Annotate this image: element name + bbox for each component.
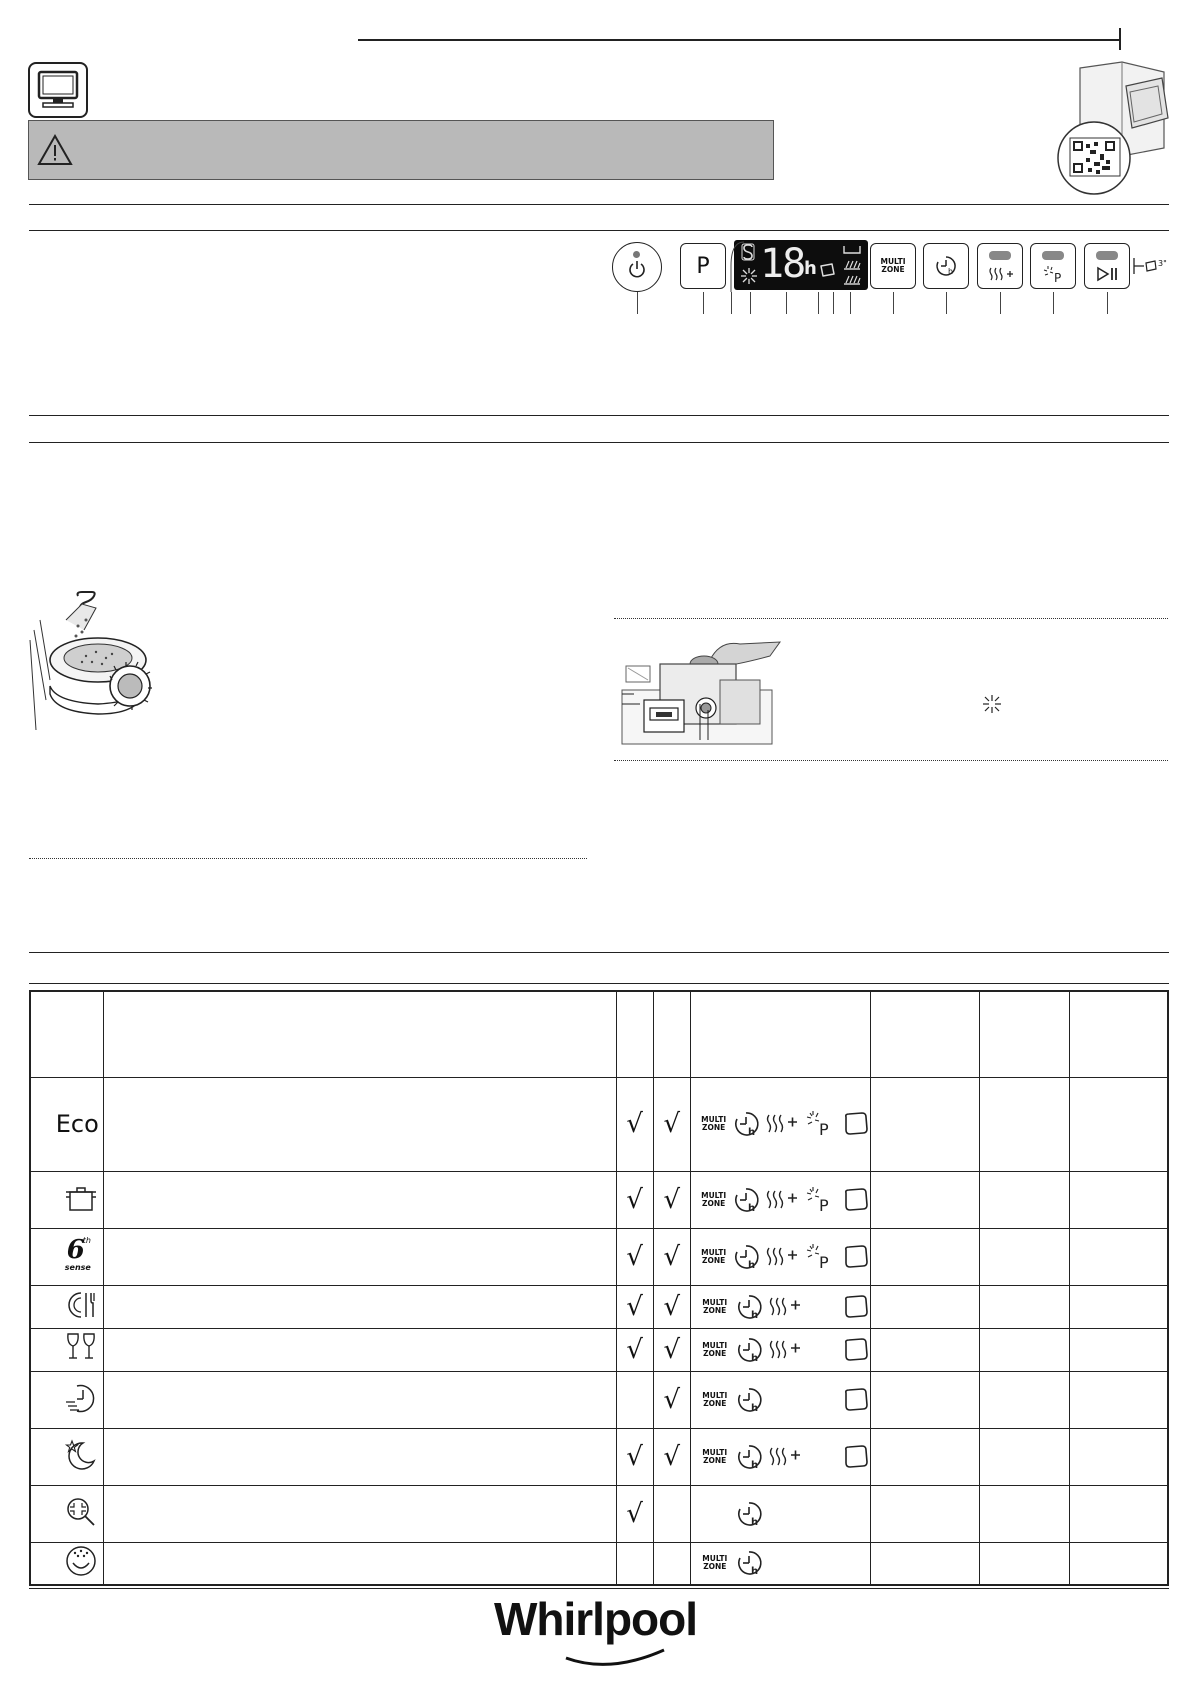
sixth-sense-superscript: th — [82, 1235, 91, 1245]
options-cell — [690, 1077, 871, 1171]
empty-option-slot — [808, 1386, 836, 1414]
warning-icon — [37, 133, 73, 167]
empty-option-slot — [769, 1386, 803, 1414]
footer-rule — [29, 1588, 1169, 1589]
check-cell — [653, 1285, 690, 1328]
sixth-sense-icon — [63, 1236, 97, 1274]
power-icon — [627, 259, 647, 279]
value-cell — [871, 1328, 979, 1371]
tablet-icon — [842, 1110, 870, 1138]
value-cell — [979, 1171, 1069, 1228]
checkmark: √ — [663, 1291, 681, 1322]
check-cell — [616, 1077, 653, 1171]
hold-tablet-icon — [1144, 260, 1158, 272]
dotted-divider — [614, 618, 1168, 619]
options-cell — [690, 1171, 871, 1228]
reference-tick — [833, 292, 834, 314]
programs-table — [29, 990, 1169, 1586]
tablet-p-icon — [806, 1186, 836, 1214]
plate-cutlery-icon — [63, 1287, 99, 1327]
program-icon-cell — [30, 1171, 103, 1228]
table-row — [30, 1285, 1168, 1328]
multizone-icon — [701, 1186, 727, 1214]
program-description-cell — [103, 1428, 616, 1485]
header-cell — [653, 991, 690, 1077]
check-cell — [653, 1077, 690, 1171]
program-icon-cell — [30, 1371, 103, 1428]
start-pause-led — [1096, 251, 1118, 260]
delay-icon — [735, 1500, 763, 1528]
salt-refill-illustration — [26, 590, 162, 730]
whirlpool-logo — [0, 1592, 1191, 1646]
heat-plus-icon — [769, 1443, 803, 1471]
check-cell — [653, 1228, 690, 1285]
dotted-divider — [614, 760, 1168, 761]
value-cell — [979, 1077, 1069, 1171]
value-cell — [871, 1542, 979, 1585]
header-cell — [30, 991, 103, 1077]
header-cell — [871, 991, 979, 1077]
section-rule — [29, 952, 1169, 953]
value-cell — [1070, 1328, 1168, 1371]
heat-plus-icon — [769, 1293, 803, 1321]
options-icons — [691, 1243, 871, 1271]
upper-basket-indicator-icon — [842, 245, 862, 255]
empty-option-slot — [701, 1500, 729, 1528]
check-cell — [653, 1371, 690, 1428]
quick-clock-icon — [63, 1380, 99, 1420]
program-icon-cell — [30, 1328, 103, 1371]
check-cell — [616, 1428, 653, 1485]
hold-seconds-label: 3" — [1158, 259, 1167, 268]
program-description-cell — [103, 1171, 616, 1228]
program-description-cell — [103, 1077, 616, 1171]
multizone-text: MULTI ZONE — [702, 1554, 728, 1572]
section-rule — [29, 204, 1169, 205]
section-rule — [29, 230, 1169, 231]
options-icons — [691, 1293, 871, 1321]
section-rule — [29, 442, 1169, 443]
multizone-icon — [701, 1293, 729, 1321]
value-cell — [871, 1428, 979, 1485]
multizone-text: MULTI ZONE — [702, 1297, 728, 1315]
reference-leader-lines — [720, 236, 760, 296]
empty-option-slot — [769, 1500, 803, 1528]
checkmark: √ — [626, 1498, 643, 1529]
checkmark: √ — [663, 1441, 681, 1472]
play-pause-icon — [1095, 266, 1121, 282]
delay-icon — [735, 1386, 763, 1414]
tablet-p-icon — [806, 1110, 836, 1138]
empty-option-slot — [809, 1336, 837, 1364]
start-pause-button[interactable] — [1084, 243, 1130, 289]
svg-text:P: P — [819, 1252, 830, 1271]
reference-tick — [818, 292, 819, 314]
value-cell — [871, 1228, 979, 1285]
options-cell — [690, 1228, 871, 1285]
heat-plus-icon — [988, 266, 1014, 282]
multizone-text: MULTI ZONE — [701, 1190, 727, 1208]
reference-tick — [1107, 292, 1108, 314]
multizone-text: MULTI ZONE — [702, 1390, 728, 1408]
multizone-icon — [701, 1386, 729, 1414]
pot-icon — [63, 1180, 99, 1220]
delay-icon — [735, 1549, 763, 1577]
checkmark: √ — [663, 1184, 681, 1215]
eco-icon: Eco — [55, 1110, 99, 1138]
dotted-divider — [29, 858, 587, 859]
tablet-icon — [842, 1336, 870, 1364]
svg-text:P: P — [819, 1195, 830, 1214]
empty-option-slot — [809, 1293, 837, 1321]
options-icons — [691, 1336, 871, 1364]
tablet-icon — [842, 1293, 870, 1321]
check-cell — [653, 1485, 690, 1542]
svg-text:h: h — [748, 1202, 756, 1214]
value-cell — [1070, 1228, 1168, 1285]
program-description-cell — [103, 1285, 616, 1328]
multizone-button[interactable] — [870, 243, 916, 289]
check-cell — [616, 1285, 653, 1328]
value-cell — [1070, 1371, 1168, 1428]
svg-text:P: P — [819, 1120, 830, 1138]
program-icon-cell — [30, 1542, 103, 1585]
heat-plus-icon — [766, 1186, 800, 1214]
check-cell — [653, 1171, 690, 1228]
table-row — [30, 1542, 1168, 1585]
program-icon-cell — [30, 1285, 103, 1328]
checkmark: √ — [626, 1334, 643, 1365]
options-cell — [690, 1285, 871, 1328]
display-unit: h — [804, 258, 817, 279]
power-clean-led — [1042, 251, 1064, 260]
display-digits: 18 — [760, 241, 805, 287]
monitor-icon — [28, 62, 88, 118]
heat-plus-icon — [769, 1336, 803, 1364]
delay-icon — [735, 1336, 763, 1364]
power-led — [633, 251, 640, 258]
table-row — [30, 1171, 1168, 1228]
delay-button[interactable] — [923, 243, 969, 289]
middle-basket-indicator-icon — [842, 259, 862, 271]
checkmark: √ — [626, 1184, 643, 1215]
multizone-icon — [701, 1110, 727, 1138]
tablet-p-icon — [806, 1243, 836, 1271]
delay-icon — [735, 1293, 763, 1321]
tablet-indicator-icon — [818, 262, 836, 278]
svg-text:P: P — [1054, 271, 1062, 284]
value-cell — [979, 1285, 1069, 1328]
sixth-sense-number: 6 — [66, 1234, 85, 1265]
section-rule — [29, 983, 1169, 984]
check-cell — [653, 1328, 690, 1371]
svg-text:h: h — [750, 1566, 758, 1578]
checkmark: √ — [663, 1109, 681, 1139]
delay-icon — [732, 1243, 760, 1271]
options-icons — [691, 1110, 871, 1138]
value-cell — [871, 1371, 979, 1428]
reference-tick — [893, 292, 894, 314]
empty-option-slot — [842, 1500, 870, 1528]
tablet-icon — [842, 1443, 870, 1471]
options-cell — [690, 1485, 871, 1542]
delay-icon — [735, 1443, 763, 1471]
multizone-text: MULTI ZONE — [701, 1247, 727, 1265]
value-cell — [871, 1077, 979, 1171]
svg-text:h: h — [750, 1309, 758, 1321]
svg-text:h: h — [750, 1516, 758, 1528]
power-button[interactable] — [612, 242, 662, 292]
empty-option-slot — [808, 1549, 836, 1577]
top-rule-end — [1119, 28, 1121, 50]
checkmark: √ — [626, 1291, 643, 1322]
header-cell — [616, 991, 653, 1077]
multizone-text: MULTI ZONE — [702, 1340, 728, 1358]
value-cell — [979, 1542, 1069, 1585]
empty-option-slot — [769, 1549, 803, 1577]
options-icons — [691, 1549, 871, 1577]
header-cell — [1070, 991, 1168, 1077]
multizone-icon — [701, 1243, 727, 1271]
svg-text:h: h — [948, 267, 954, 276]
empty-option-slot — [842, 1549, 870, 1577]
svg-text:h: h — [750, 1352, 758, 1364]
program-icon-cell — [30, 1228, 103, 1285]
check-cell — [653, 1428, 690, 1485]
table-row — [30, 1485, 1168, 1542]
delay-clock-icon — [934, 254, 958, 278]
options-cell — [690, 1371, 871, 1428]
value-cell — [1070, 1428, 1168, 1485]
value-cell — [979, 1328, 1069, 1371]
dishwasher-qr-illustration — [1050, 56, 1170, 196]
table-row — [30, 1371, 1168, 1428]
table-row — [30, 1077, 1168, 1171]
header-cell — [690, 991, 871, 1077]
tablet-icon — [842, 1386, 870, 1414]
program-description-cell — [103, 1542, 616, 1585]
multizone-icon — [701, 1443, 729, 1471]
value-cell — [1070, 1285, 1168, 1328]
value-cell — [979, 1428, 1069, 1485]
options-icons — [691, 1386, 871, 1414]
table-header-row — [30, 991, 1168, 1077]
multizone-label: MULTI ZONE — [880, 257, 906, 274]
tablet-icon — [842, 1186, 870, 1214]
program-icon-cell — [30, 1428, 103, 1485]
value-cell — [979, 1371, 1069, 1428]
svg-text:h: h — [750, 1402, 758, 1414]
header-cell — [979, 991, 1069, 1077]
value-cell — [871, 1171, 979, 1228]
check-cell — [653, 1542, 690, 1585]
options-icons — [691, 1443, 871, 1471]
check-cell — [616, 1542, 653, 1585]
lower-basket-indicator-icon — [842, 274, 862, 286]
empty-option-slot — [808, 1500, 836, 1528]
heat-plus-icon — [766, 1243, 800, 1271]
options-icons — [691, 1500, 871, 1528]
glasses-icon — [63, 1330, 99, 1370]
delay-icon — [732, 1186, 760, 1214]
extra-dry-led — [989, 251, 1011, 260]
checkmark: √ — [626, 1441, 643, 1472]
logo-swoosh — [560, 1640, 670, 1670]
program-icon-cell — [30, 1077, 103, 1171]
program-description-cell — [103, 1228, 616, 1285]
reference-tick — [1053, 292, 1054, 314]
top-rule — [358, 39, 1120, 41]
options-cell — [690, 1542, 871, 1585]
multizone-icon — [701, 1549, 729, 1577]
value-cell — [1070, 1171, 1168, 1228]
reference-tick — [703, 292, 704, 314]
table-row — [30, 1428, 1168, 1485]
night-moon-icon — [63, 1437, 99, 1477]
value-cell — [979, 1228, 1069, 1285]
multizone-text: MULTI ZONE — [702, 1447, 728, 1465]
check-cell — [616, 1171, 653, 1228]
rinse-aid-star-icon — [982, 694, 1002, 714]
table-row — [30, 1228, 1168, 1285]
checkmark: √ — [663, 1334, 681, 1365]
section-rule — [29, 415, 1169, 416]
svg-text:h: h — [750, 1459, 758, 1471]
table-row — [30, 1328, 1168, 1371]
multizone-icon — [701, 1336, 729, 1364]
sixth-sense-subtitle: sense — [64, 1262, 91, 1272]
program-description-cell — [103, 1371, 616, 1428]
power-clean-button[interactable] — [1030, 243, 1076, 289]
options-cell — [690, 1428, 871, 1485]
self-clean-icon — [63, 1543, 99, 1583]
svg-text:h: h — [748, 1259, 756, 1271]
multizone-text: MULTI ZONE — [701, 1115, 727, 1132]
value-cell — [1070, 1542, 1168, 1585]
program-description-cell — [103, 1485, 616, 1542]
reference-tick — [1000, 292, 1001, 314]
checkmark: √ — [626, 1241, 643, 1272]
check-cell — [616, 1371, 653, 1428]
program-icon-cell — [30, 1485, 103, 1542]
value-cell — [979, 1485, 1069, 1542]
spray-p-icon — [1043, 264, 1067, 284]
options-icons — [691, 1186, 871, 1214]
reference-tick — [850, 292, 851, 314]
extra-dry-button[interactable] — [977, 243, 1023, 289]
check-cell — [616, 1485, 653, 1542]
reference-tick — [637, 292, 638, 314]
program-description-cell — [103, 1328, 616, 1371]
reference-tick — [786, 292, 787, 314]
checkmark: √ — [626, 1109, 643, 1139]
options-cell — [690, 1328, 871, 1371]
check-cell — [616, 1328, 653, 1371]
checkmark: √ — [663, 1241, 681, 1272]
rinse-aid-dispenser-illustration — [620, 640, 788, 748]
value-cell — [1070, 1077, 1168, 1171]
checkmark: √ — [663, 1384, 681, 1415]
empty-option-slot — [809, 1443, 837, 1471]
tablet-icon — [842, 1243, 870, 1271]
value-cell — [871, 1285, 979, 1328]
svg-text:h: h — [748, 1127, 756, 1138]
reference-tick — [946, 292, 947, 314]
value-cell — [1070, 1485, 1168, 1542]
program-button-label: P — [696, 253, 710, 279]
header-cell — [103, 991, 616, 1077]
warning-banner — [28, 120, 774, 180]
value-cell — [871, 1485, 979, 1542]
delay-icon — [732, 1110, 760, 1138]
prewash-icon — [63, 1494, 99, 1534]
check-cell — [616, 1228, 653, 1285]
heat-plus-icon — [766, 1110, 800, 1138]
brand-name: Whirlpool — [493, 1593, 698, 1645]
